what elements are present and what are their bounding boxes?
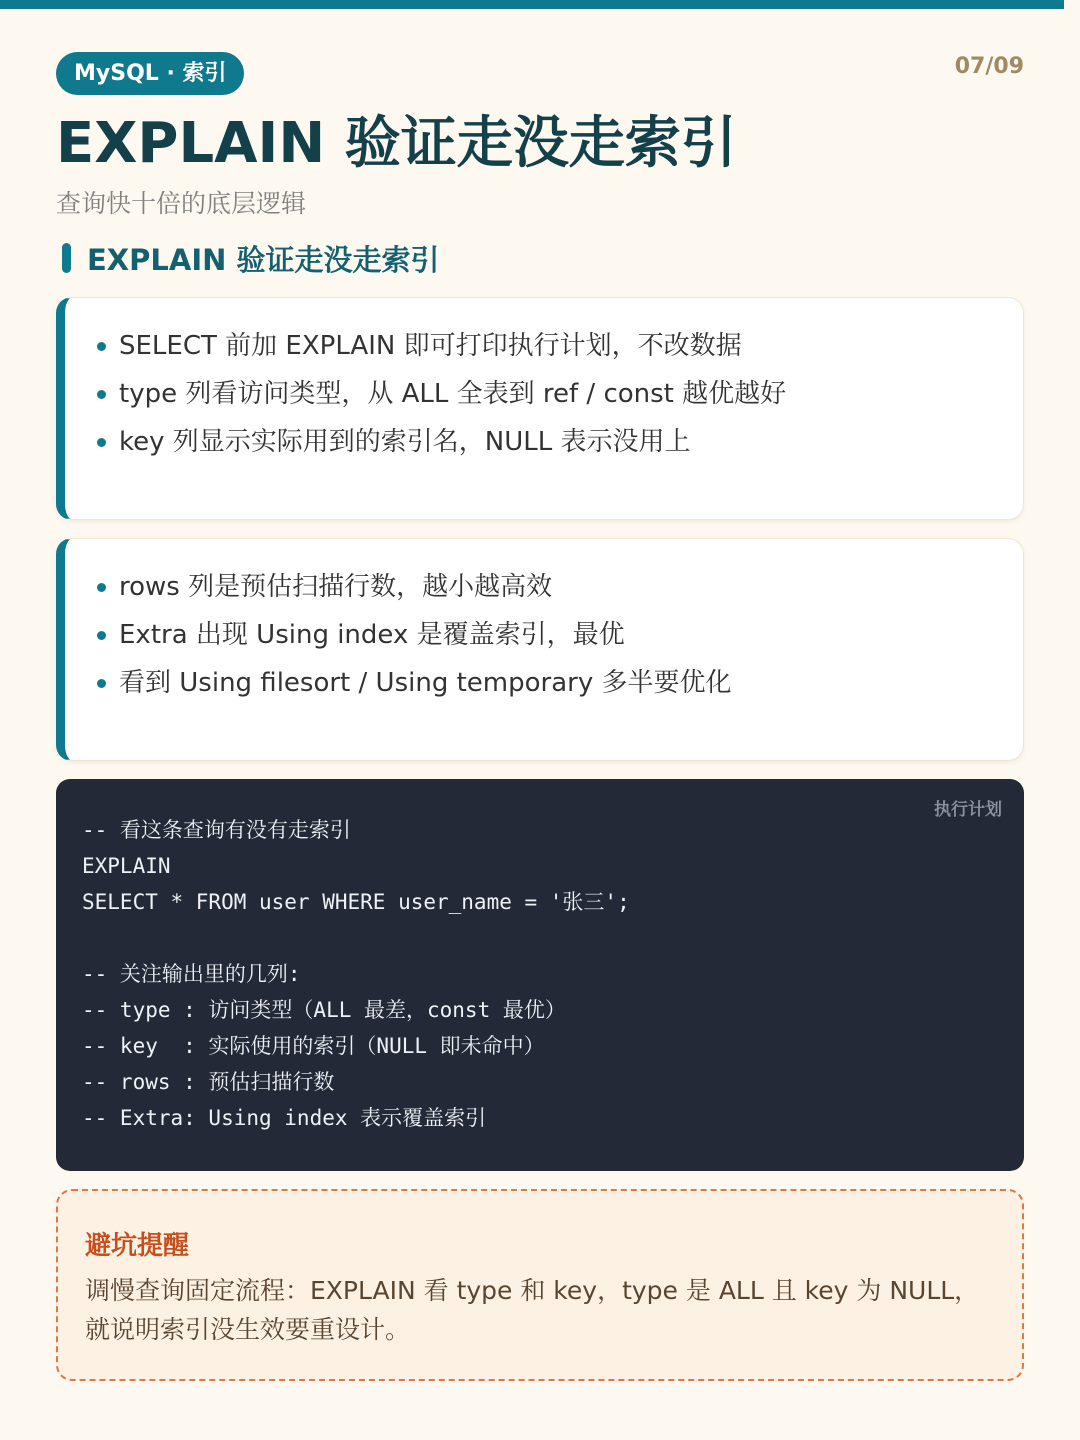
list-item: 看到 Using filesort / Using temporary 多半要优化 xyxy=(97,659,1023,707)
list-item: SELECT 前加 EXPLAIN 即可打印执行计划，不改数据 xyxy=(97,322,1023,370)
topic-tag: MySQL · 索引 xyxy=(56,52,244,95)
code-line: -- 关注输出里的几列: xyxy=(82,962,301,986)
warning-title: 避坑提醒 xyxy=(85,1231,190,1261)
list-item: Extra 出现 Using index 是覆盖索引，最优 xyxy=(97,611,1023,659)
section-heading-text: EXPLAIN 验证走没走索引 xyxy=(87,242,440,277)
section-heading xyxy=(62,238,440,278)
list-item: key 列显示实际用到的索引名，NULL 表示没用上 xyxy=(97,418,1023,466)
page-subtitle: 查询快十倍的底层逻辑 xyxy=(56,189,307,218)
code-line: -- type : 访问类型（ALL 最差，const 最优） xyxy=(82,998,566,1022)
info-card-1 xyxy=(56,297,1024,520)
warning-callout xyxy=(56,1189,1024,1381)
code-line: -- Extra: Using index 表示覆盖索引 xyxy=(82,1106,487,1130)
section-marker xyxy=(62,243,71,273)
code-block-label: 执行计划 xyxy=(934,800,1002,820)
code-block xyxy=(56,779,1024,1171)
page-number: 07/09 xyxy=(954,54,1024,79)
code-line xyxy=(82,920,1024,956)
bullet-list xyxy=(97,563,1023,707)
bullet-list xyxy=(97,322,1023,466)
info-card-2 xyxy=(56,538,1024,761)
code-line: EXPLAIN xyxy=(82,854,171,878)
list-item: rows 列是预估扫描行数，越小越高效 xyxy=(97,563,1023,611)
code-line: SELECT * FROM user WHERE user_name = '张三'; xyxy=(82,890,630,914)
warning-body: 调慢查询固定流程：EXPLAIN 看 type 和 key，type 是 ALL 且 key 为 NULL，就说明索引没生效要重设计。 xyxy=(85,1276,980,1344)
top-accent-bar xyxy=(0,0,1064,9)
page-title: EXPLAIN 验证走没走索引 xyxy=(56,111,737,176)
code-line: -- rows : 预估扫描行数 xyxy=(82,1070,335,1094)
list-item: type 列看访问类型，从 ALL 全表到 ref / const 越优越好 xyxy=(97,370,1023,418)
code-line: -- 看这条查询有没有走索引 xyxy=(82,818,351,842)
code-line: -- key : 实际使用的索引（NULL 即未命中） xyxy=(82,1034,545,1058)
